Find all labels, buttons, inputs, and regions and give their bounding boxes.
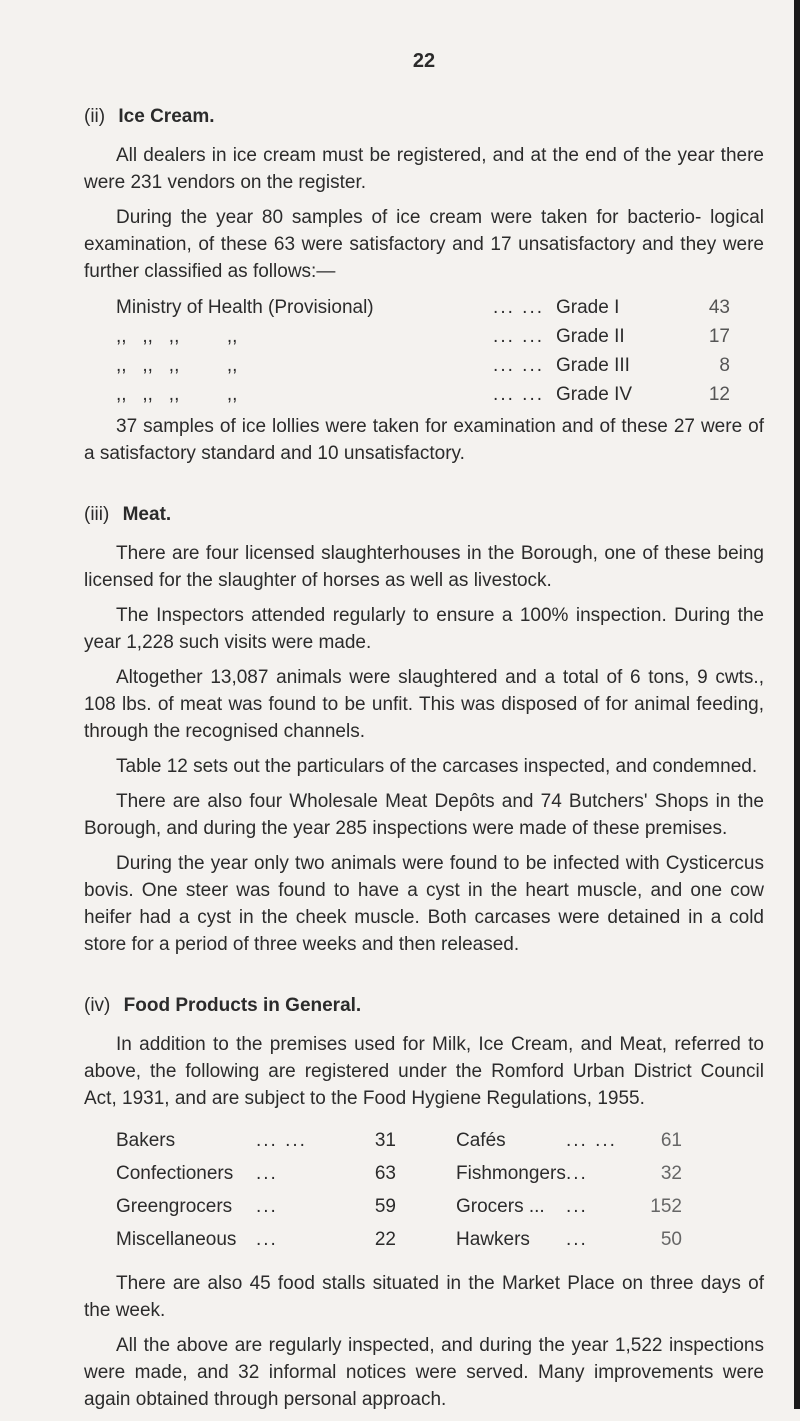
premises-name: Fishmongers [456,1163,566,1184]
leader-dots: ... [566,1229,588,1250]
paragraph: Table 12 sets out the particulars of the carcases inspected, and condemned. [116,756,758,777]
paragraph: In addition to the premises used for Milk, Ice Cream, and Meat, referred to above, the following are registered under the Romford Urban District Council Act, 1931, and are subject to the Food Hygiene Regulations, 1955. [84,1034,764,1109]
table-row [116,1157,736,1190]
grade-name: Grade III [556,355,630,376]
section-heading-ice-cream [84,103,764,130]
section-heading-food-products [84,992,764,1019]
leader-dots: ... ... [493,326,544,347]
grade-value: 12 [708,384,730,405]
section-number: (ii) [84,106,106,127]
premises-count: 32 [660,1163,682,1184]
premises-name: Cafés [456,1130,506,1151]
premises-name: Bakers [116,1130,176,1151]
premises-count: 59 [374,1196,396,1217]
premises-count: 50 [660,1229,682,1250]
premises-count: 22 [374,1229,396,1250]
paragraph: There are also four Wholesale Meat Depôts and 74 Butchers' Shops in the Borough, and during the year 285 inspections were made of these premises. [84,791,764,839]
leader-dots: ... ... [256,1130,307,1151]
paragraph: There are four licensed slaughterhouses in the Borough, one of these being licensed for the slaughter of horses as well as livestock. [84,543,764,591]
premises-table [116,1124,736,1256]
grade-value: 8 [719,355,730,376]
page-number: 22 [412,50,436,72]
section-title: Ice Cream. [118,106,215,127]
premises-count: 63 [374,1163,396,1184]
paragraph: The Inspectors attended regularly to ensure a 100% inspection. During the year 1,228 such visits were made. [84,605,764,653]
paragraph: There are also 45 food stalls situated in the Market Place on three days of the week. [84,1273,764,1321]
section-title: Meat. [122,504,172,525]
grade-label: ,, ,, ,, ,, [116,384,238,405]
spacer [84,475,764,501]
grade-row [116,293,764,322]
table-row [116,1190,736,1223]
section-number: (iii) [84,504,110,525]
leader-dots: ... [256,1163,278,1184]
section-number: (iv) [84,995,111,1016]
spacer [84,966,764,992]
leader-dots: ... [566,1163,588,1184]
premises-name: Confectioners [116,1163,234,1184]
leader-dots: ... [256,1196,278,1217]
grade-name: Grade I [556,297,620,318]
paragraph: All the above are regularly inspected, and during the year 1,522 inspections were made, and 32 informal notices were served. Many improvements were again obtained through personal approach. [84,1335,764,1410]
grade-row [116,351,764,380]
leader-dots: ... [256,1229,278,1250]
leader-dots: ... ... [493,297,544,318]
table-row [116,1223,736,1256]
grade-list [116,293,764,409]
grade-value: 43 [708,297,730,318]
paragraph: Altogether 13,087 animals were slaughtered and a total of 6 tons, 9 cwts., 108 lbs. of meat was found to be unfit. This was disposed of for animal feeding, through the recognised channels. [84,667,764,742]
grade-value: 17 [708,326,730,347]
grade-row [116,380,764,409]
table-row [116,1124,736,1157]
leader-dots: ... [566,1196,588,1217]
leader-dots: ... ... [493,384,544,405]
premises-name: Grocers ... [456,1196,545,1217]
paragraph: During the year only two animals were found to be infected with Cysticercus bovis. One steer was found to have a cyst in the heart muscle, and one cow heifer had a cyst in the cheek muscle. Both carcases were detained in a cold store for a period of three weeks and then released. [84,853,764,955]
premises-name: Greengrocers [116,1196,233,1217]
paragraph: All dealers in ice cream must be registered, and at the end of the year there were 231 vendors on the register. [84,145,764,193]
premises-count: 31 [374,1130,396,1151]
grade-name: Grade II [556,326,625,347]
leader-dots: ... ... [493,355,544,376]
premises-count: 61 [660,1130,682,1151]
premises-name: Miscellaneous [116,1229,237,1250]
premises-count: 152 [650,1196,682,1217]
leader-dots: ... ... [566,1130,617,1151]
grade-name: Grade IV [556,384,633,405]
grade-label: ,, ,, ,, ,, [116,355,238,376]
section-title: Food Products in General. [123,995,362,1016]
section-heading-meat [84,501,764,528]
document-page [84,48,764,1421]
grade-row [116,322,764,351]
paragraph: During the year 80 samples of ice cream were taken for bacterio- logical examination, of these 63 were satisfactory and 17 unsatisfactory and they were further classified as follows:— [84,207,764,282]
page-edge [794,0,800,1409]
grade-label: ,, ,, ,, ,, [116,326,238,347]
grade-label: Ministry of Health (Provisional) [116,297,374,318]
premises-name: Hawkers [456,1229,530,1250]
paragraph: 37 samples of ice lollies were taken for examination and of these 27 were of a satisfactory standard and 10 unsatisfactory. [84,416,764,464]
